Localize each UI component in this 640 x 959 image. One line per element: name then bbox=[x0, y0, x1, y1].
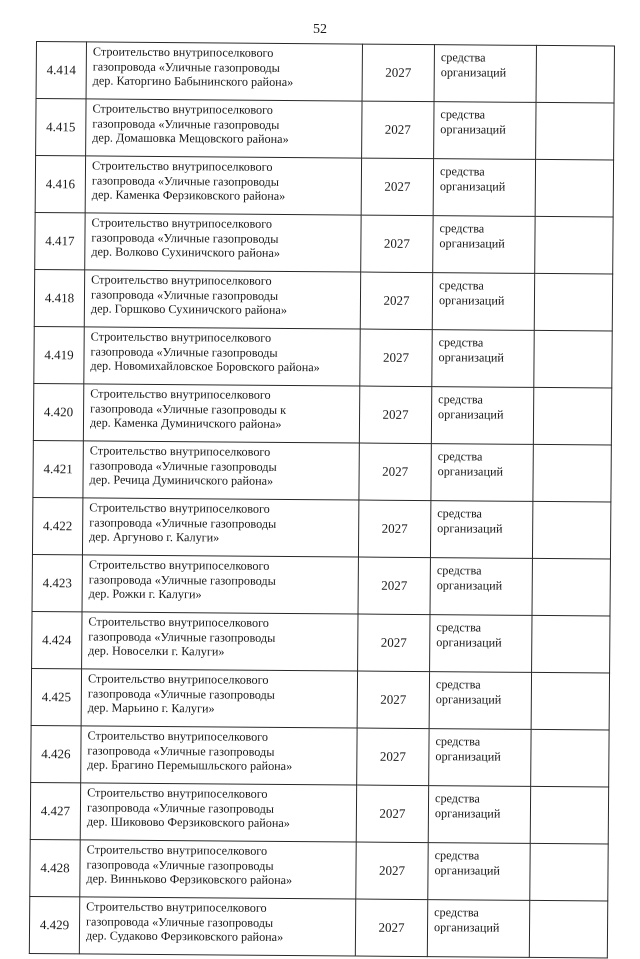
funding-line: средства bbox=[438, 392, 483, 407]
description-line: Строительство внутрипоселкового bbox=[90, 329, 272, 345]
empty-cell bbox=[536, 102, 614, 160]
funding-line: средства bbox=[438, 335, 484, 350]
description-line: дер. Новомихайловское Боровского района» bbox=[90, 358, 320, 375]
row-year: 2027 bbox=[355, 899, 427, 957]
description-line: Строительство внутрипоселкового bbox=[87, 728, 269, 744]
funding-line: организаций bbox=[440, 64, 507, 80]
row-funding-source bbox=[434, 102, 536, 160]
row-number: 4.427 bbox=[30, 782, 80, 839]
row-description bbox=[81, 669, 357, 728]
table-row bbox=[31, 668, 609, 730]
funding-line: организаций bbox=[434, 805, 501, 821]
funding-line: средства bbox=[434, 848, 480, 863]
description-line: газопровода «Уличные газопроводы к bbox=[90, 401, 287, 417]
description-line: дер. Судаково Ферзиковского района» bbox=[85, 928, 284, 945]
row-year: 2027 bbox=[360, 329, 432, 387]
row-number: 4.418 bbox=[34, 269, 84, 326]
funding-line: средства bbox=[439, 221, 485, 236]
funding-line: организаций bbox=[438, 406, 504, 422]
funding-line: организаций bbox=[439, 178, 506, 194]
row-description bbox=[81, 726, 357, 785]
row-funding-source bbox=[428, 786, 530, 844]
funding-line: организаций bbox=[436, 577, 503, 593]
description-line: газопровода «Уличные газопроводы bbox=[89, 458, 277, 474]
row-description bbox=[82, 555, 358, 614]
row-funding-source bbox=[429, 729, 531, 787]
row-year: 2027 bbox=[362, 101, 434, 159]
empty-cell bbox=[530, 843, 608, 901]
table-row bbox=[30, 782, 608, 844]
description-line: Строительство внутрипоселкового bbox=[88, 557, 270, 573]
row-number: 4.417 bbox=[35, 212, 85, 269]
description-line: дер. Аргуново г. Калуги» bbox=[89, 529, 220, 545]
funding-line: средства bbox=[439, 164, 485, 179]
description-line: газопровода «Уличные газопроводы bbox=[92, 59, 280, 75]
funding-line: средства bbox=[437, 506, 483, 521]
funding-line: организаций bbox=[440, 121, 506, 137]
row-description bbox=[84, 270, 360, 329]
table-row bbox=[32, 611, 610, 673]
empty-cell bbox=[533, 387, 611, 445]
table-row bbox=[31, 725, 609, 787]
funding-line: организаций bbox=[435, 748, 501, 764]
funding-line: организаций bbox=[437, 520, 503, 536]
empty-cell bbox=[532, 501, 610, 559]
funding-line: средства bbox=[440, 107, 486, 122]
row-year: 2027 bbox=[362, 44, 434, 102]
description-line: газопровода «Уличные газопроводы bbox=[90, 287, 279, 303]
table-row bbox=[33, 383, 611, 445]
description-line: дер. Брагино Перемышльского района» bbox=[87, 757, 293, 774]
table-row bbox=[33, 440, 611, 502]
funding-line: средства bbox=[439, 278, 484, 293]
funding-line: средства bbox=[435, 734, 481, 749]
funding-line: организаций bbox=[435, 691, 502, 707]
empty-cell bbox=[534, 330, 612, 388]
description-line: дер. Винньково Ферзиковского района» bbox=[86, 871, 293, 888]
table-row bbox=[34, 269, 612, 331]
table-row bbox=[35, 212, 613, 274]
funding-line: средства bbox=[436, 563, 482, 578]
row-number: 4.419 bbox=[34, 326, 84, 383]
empty-cell bbox=[529, 900, 607, 958]
row-number: 4.416 bbox=[35, 156, 85, 213]
row-funding-source bbox=[429, 672, 531, 730]
row-funding-source bbox=[430, 501, 532, 559]
description-line: газопровода «Уличные газопроводы bbox=[87, 686, 275, 702]
description-line: газопровода «Уличные газопроводы bbox=[88, 629, 276, 645]
table-row bbox=[36, 42, 614, 104]
row-year: 2027 bbox=[357, 728, 429, 786]
empty-cell bbox=[532, 615, 610, 673]
description-line: газопровода «Уличные газопроводы bbox=[86, 800, 275, 816]
description-line: газопровода «Уличные газопроводы bbox=[91, 173, 279, 189]
empty-cell bbox=[533, 444, 611, 502]
description-line: Строительство внутрипоселкового bbox=[89, 500, 270, 516]
row-funding-source bbox=[432, 330, 534, 388]
row-number: 4.415 bbox=[36, 99, 86, 156]
row-number: 4.428 bbox=[30, 839, 80, 896]
description-line: Строительство внутрипоселкового bbox=[88, 614, 269, 630]
description-line: Строительство внутрипоселкового bbox=[90, 386, 271, 402]
row-description bbox=[82, 498, 358, 557]
row-description bbox=[80, 840, 356, 899]
table-row bbox=[35, 156, 613, 218]
row-number: 4.424 bbox=[32, 611, 82, 668]
funding-line: средства bbox=[435, 791, 480, 806]
funding-line: средства bbox=[434, 905, 479, 920]
row-year: 2027 bbox=[358, 614, 430, 672]
row-year: 2027 bbox=[358, 500, 430, 558]
empty-cell bbox=[532, 558, 610, 616]
description-line: газопровода «Уличные газопроводы bbox=[91, 230, 279, 246]
description-line: дер. Новоселки г. Калуги» bbox=[88, 643, 225, 659]
row-description bbox=[85, 213, 361, 272]
description-line: дер. Марьино г. Калуги» bbox=[87, 700, 215, 716]
program-table bbox=[29, 41, 615, 959]
empty-cell bbox=[535, 159, 613, 217]
row-funding-source bbox=[431, 444, 533, 502]
table-row bbox=[32, 497, 610, 559]
funding-line: организаций bbox=[438, 349, 505, 365]
row-number: 4.421 bbox=[33, 440, 83, 497]
row-number: 4.422 bbox=[32, 497, 82, 554]
funding-line: организаций bbox=[434, 862, 500, 878]
description-line: Строительство внутрипоселкового bbox=[91, 158, 273, 174]
description-line: газопровода «Уличные газопроводы bbox=[88, 572, 276, 588]
row-funding-source bbox=[427, 900, 529, 958]
description-line: Строительство внутрипоселкового bbox=[89, 443, 271, 459]
row-funding-source bbox=[430, 615, 532, 673]
row-description bbox=[84, 327, 360, 386]
description-line: Строительство внутрипоселкового bbox=[86, 842, 268, 858]
description-line: Строительство внутрипоселкового bbox=[91, 215, 273, 231]
table-row bbox=[30, 839, 608, 901]
row-funding-source bbox=[433, 159, 535, 217]
description-line: дер. Речица Думиничского района» bbox=[89, 472, 274, 489]
description-line: дер. Волково Сухиничского района» bbox=[91, 244, 281, 261]
row-description bbox=[85, 156, 361, 215]
empty-cell bbox=[531, 729, 609, 787]
description-line: газопровода «Уличные газопроводы bbox=[92, 116, 280, 132]
row-funding-source bbox=[434, 45, 536, 103]
table-row bbox=[34, 326, 612, 388]
funding-line: организаций bbox=[436, 634, 502, 650]
row-description bbox=[86, 99, 362, 158]
row-year: 2027 bbox=[357, 671, 429, 729]
description-line: газопровода «Уличные газопроводы bbox=[87, 743, 275, 759]
row-number: 4.414 bbox=[36, 42, 86, 99]
description-line: Строительство внутрипоселкового bbox=[92, 44, 274, 60]
row-funding-source bbox=[432, 273, 534, 331]
description-line: газопровода «Уличные газопроводы bbox=[89, 515, 277, 531]
row-number: 4.423 bbox=[32, 554, 82, 611]
row-number: 4.426 bbox=[31, 725, 81, 782]
row-number: 4.420 bbox=[33, 383, 83, 440]
row-year: 2027 bbox=[358, 557, 430, 615]
funding-line: организаций bbox=[437, 463, 504, 479]
page-number: 52 bbox=[313, 22, 327, 37]
empty-cell bbox=[530, 786, 608, 844]
funding-line: организаций bbox=[439, 235, 505, 251]
table-row bbox=[32, 554, 610, 616]
description-line: Строительство внутрипоселкового bbox=[86, 899, 267, 915]
description-line: дер. Домашовка Мещовского района» bbox=[92, 130, 289, 147]
funding-line: средства bbox=[435, 677, 481, 692]
description-line: дер. Каменка Думиничского района» bbox=[89, 415, 282, 432]
empty-cell bbox=[534, 273, 612, 331]
description-line: Строительство внутрипоселкового bbox=[92, 101, 273, 117]
row-number: 4.429 bbox=[29, 896, 79, 953]
description-line: Строительство внутрипоселкового bbox=[87, 785, 268, 801]
description-line: дер. Рожки г. Калуги» bbox=[88, 586, 202, 602]
row-year: 2027 bbox=[359, 443, 431, 501]
row-year: 2027 bbox=[356, 785, 428, 843]
row-year: 2027 bbox=[356, 842, 428, 900]
row-description bbox=[86, 42, 362, 101]
description-line: Строительство внутрипоселкового bbox=[87, 671, 269, 687]
description-line: Строительство внутрипоселкового bbox=[91, 272, 272, 288]
funding-line: организаций bbox=[434, 919, 500, 935]
row-description bbox=[80, 783, 356, 842]
row-number: 4.425 bbox=[31, 668, 81, 725]
row-description bbox=[83, 441, 359, 500]
funding-line: средства bbox=[436, 620, 482, 635]
row-year: 2027 bbox=[361, 215, 433, 273]
row-description bbox=[83, 384, 359, 443]
row-description bbox=[82, 612, 358, 671]
description-line: газопровода «Уличные газопроводы bbox=[90, 344, 278, 360]
description-line: дер. Каменка Ферзиковского района» bbox=[91, 187, 286, 204]
row-year: 2027 bbox=[360, 272, 432, 330]
description-line: газопровода «Уличные газопроводы bbox=[86, 857, 274, 873]
row-year: 2027 bbox=[359, 386, 431, 444]
row-funding-source bbox=[428, 843, 530, 901]
description-line: дер. Горшково Сухиничского района» bbox=[90, 301, 287, 318]
empty-cell bbox=[531, 672, 609, 730]
row-funding-source bbox=[431, 387, 533, 445]
empty-cell bbox=[535, 216, 613, 274]
table-row bbox=[36, 99, 614, 161]
description-line: дер. Шиковово Ферзиковского района» bbox=[86, 814, 290, 831]
row-funding-source bbox=[433, 216, 535, 274]
row-year: 2027 bbox=[361, 158, 433, 216]
empty-cell bbox=[536, 45, 614, 103]
description-line: дер. Каторгино Бабынинского района» bbox=[92, 73, 294, 90]
row-funding-source bbox=[430, 558, 532, 616]
funding-line: средства bbox=[437, 449, 483, 464]
description-line: газопровода «Уличные газопроводы bbox=[86, 914, 274, 930]
table-body bbox=[29, 42, 614, 959]
funding-line: организаций bbox=[438, 292, 505, 308]
funding-line: средства bbox=[440, 50, 486, 65]
